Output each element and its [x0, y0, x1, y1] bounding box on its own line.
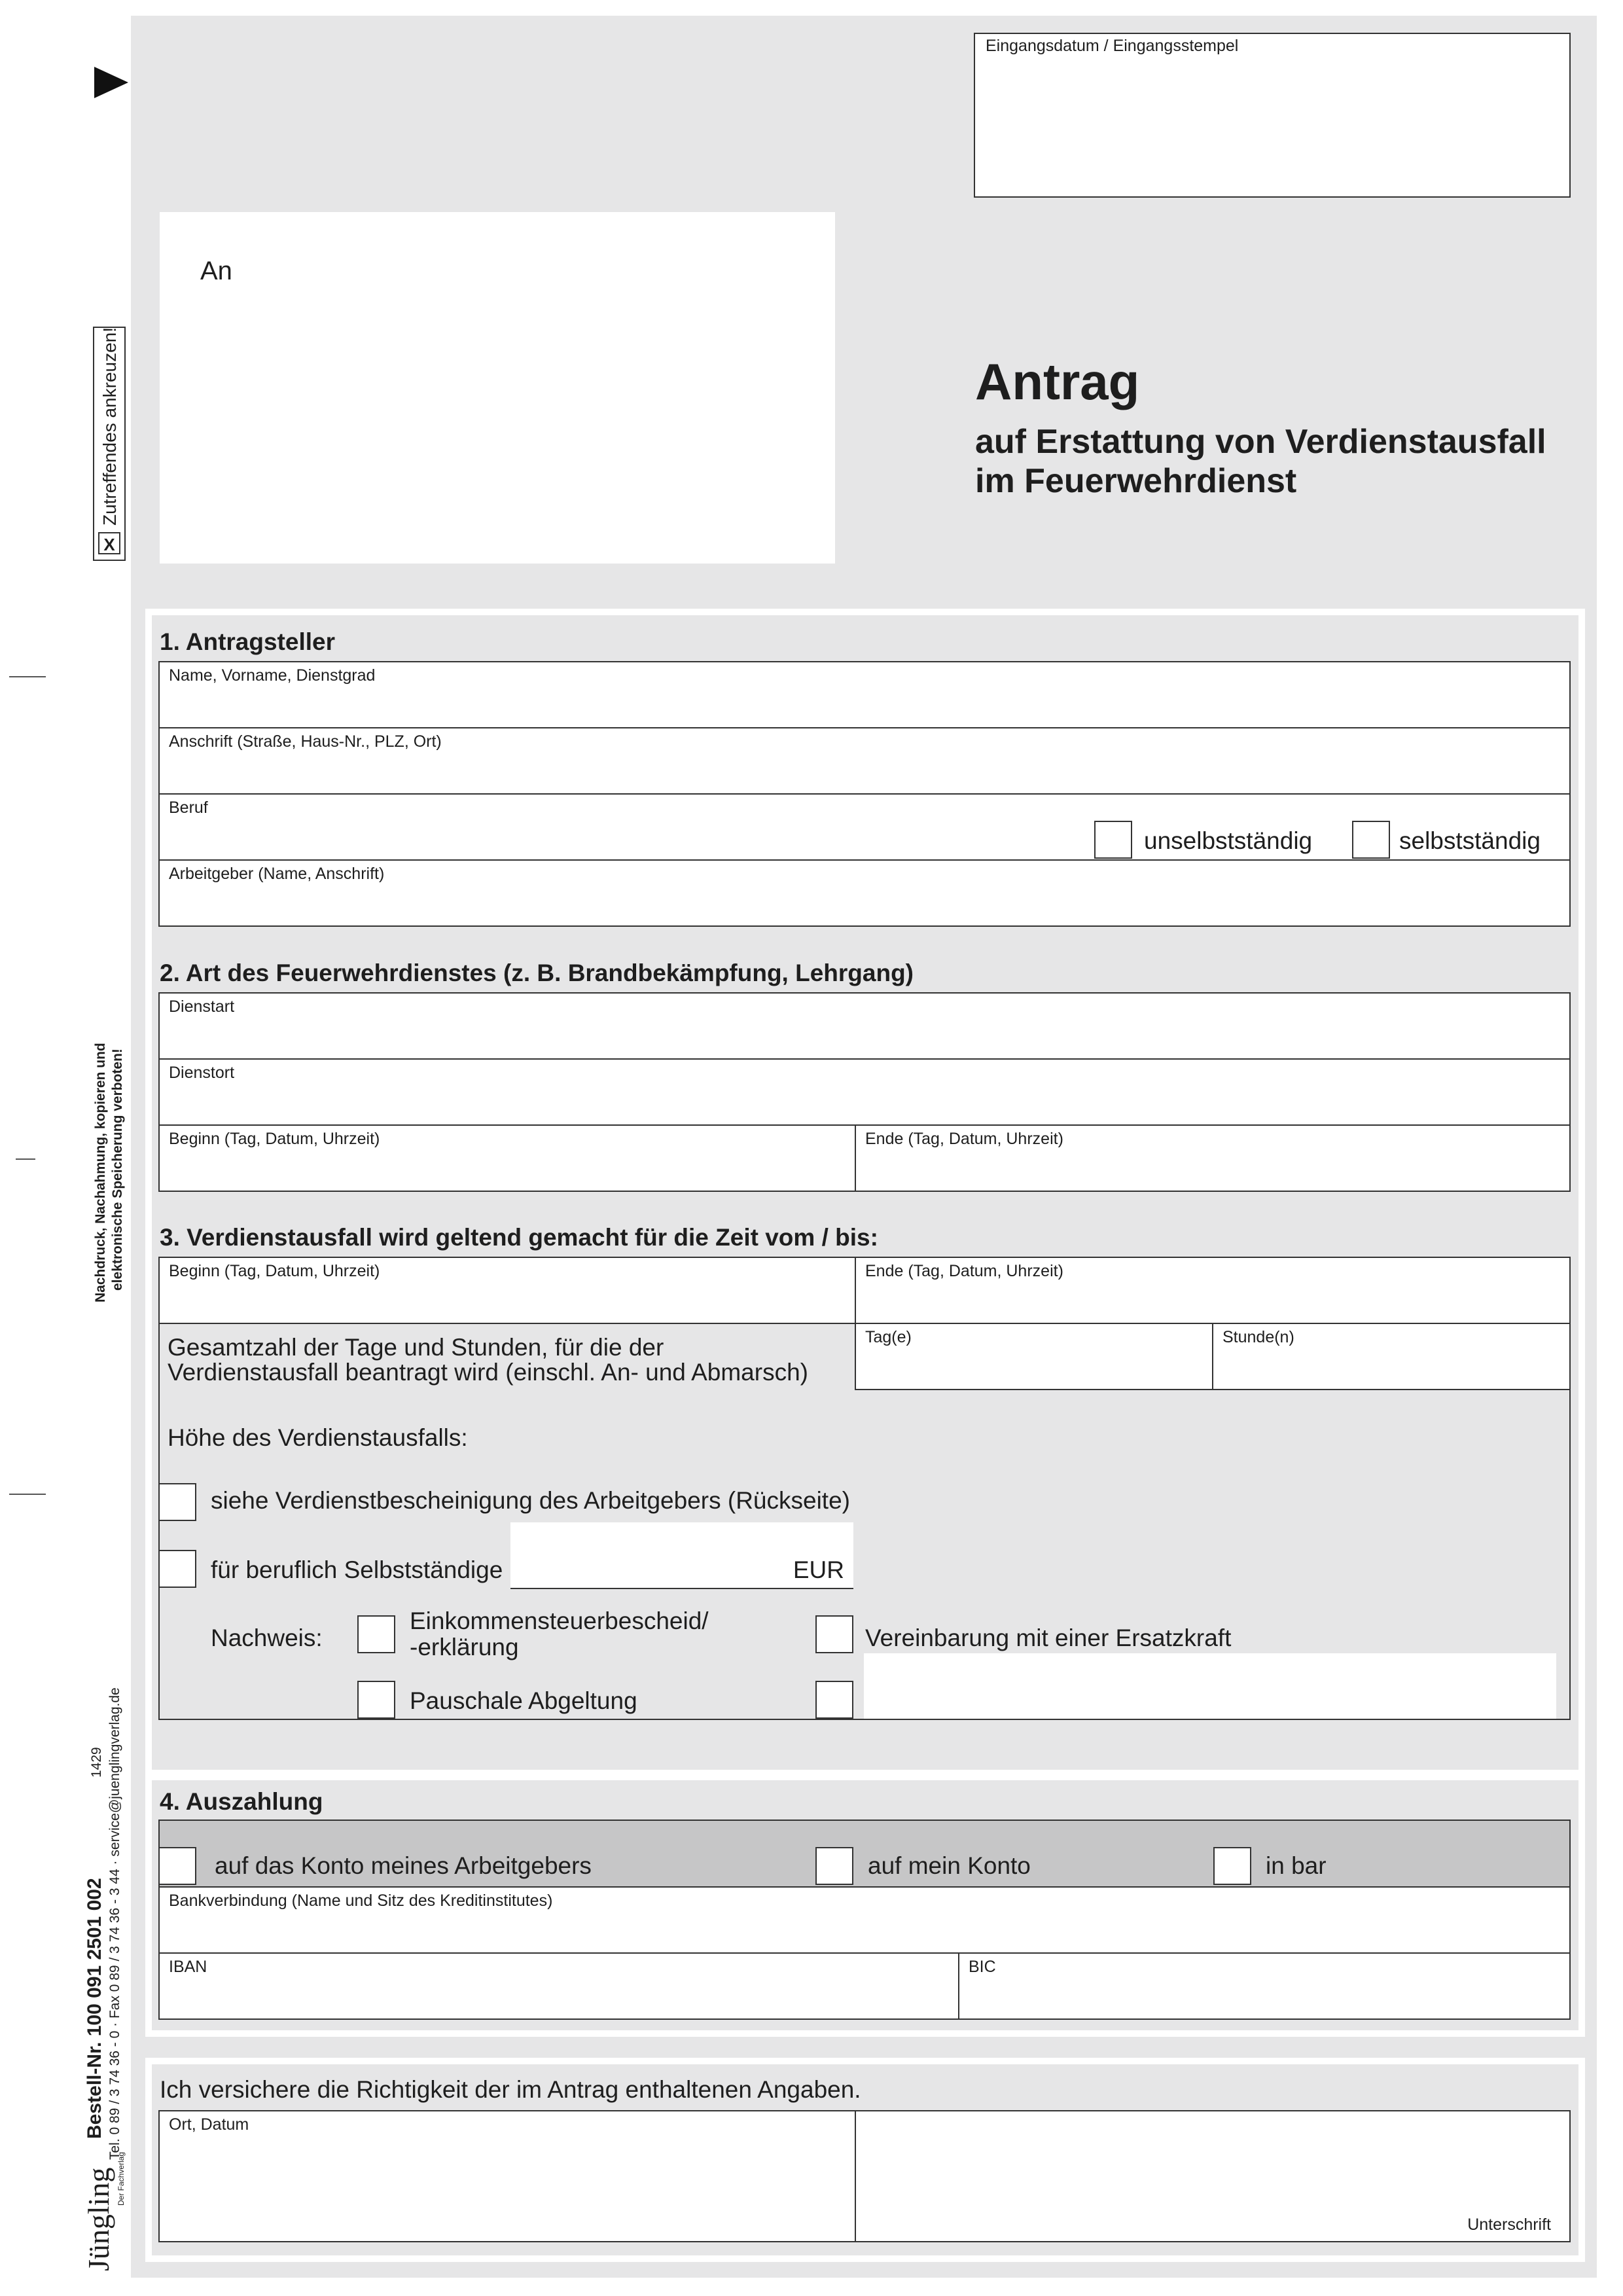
hint-checkbox-sample: X: [98, 532, 120, 554]
selfemployed-amount-label: für beruflich Selbstständige: [211, 1556, 503, 1583]
job-label: Beruf: [169, 798, 208, 817]
employed-checkbox[interactable]: [1094, 821, 1132, 859]
section-2-title: 2. Art des Feuerwehrdienstes (z. B. Brandbekämpfung, Lehrgang): [160, 960, 914, 986]
address-field[interactable]: [158, 727, 1571, 795]
stamp-label: Eingangsdatum / Eingangsstempel: [986, 37, 1239, 55]
publisher-contact: Tel. 0 89 / 3 74 36 - 0 · Fax 0 89 / 3 74 36 - 3 44 · service@juenglingverlag.de: [107, 1687, 122, 2160]
service-place-field[interactable]: [158, 1058, 1571, 1126]
signature-label: Unterschrift: [1467, 2215, 1551, 2234]
employer-field[interactable]: [158, 859, 1571, 927]
job-field[interactable]: [158, 793, 1571, 861]
substitute-checkbox[interactable]: [815, 1615, 853, 1653]
other-proof-checkbox[interactable]: [815, 1681, 853, 1719]
service-place-label: Dienstort: [169, 1064, 235, 1082]
fold-mark: [9, 1494, 46, 1495]
section-4-title: 4. Auszahlung: [160, 1788, 323, 1815]
page-title: Antrag: [975, 353, 1140, 410]
claim-end-label: Ende (Tag, Datum, Uhrzeit): [865, 1262, 1063, 1280]
confirmation-statement: Ich versichere die Richtigkeit der im Antrag enthaltenen Angaben.: [160, 2076, 861, 2103]
publisher-tagline: Der Fachverlag: [116, 2151, 126, 2206]
certificate-checkbox[interactable]: [158, 1483, 196, 1521]
days-field[interactable]: [855, 1323, 1213, 1390]
currency-label: EUR: [793, 1556, 844, 1583]
address-field-label: Anschrift (Straße, Haus-Nr., PLZ, Ort): [169, 732, 442, 751]
iban-label: IBAN: [169, 1958, 207, 1976]
bic-field[interactable]: [958, 1952, 1571, 2020]
stamp-box[interactable]: [974, 33, 1571, 198]
hours-label: Stunde(n): [1222, 1328, 1294, 1346]
employer-label: Arbeitgeber (Name, Anschrift): [169, 865, 385, 883]
service-type-field[interactable]: [158, 992, 1571, 1060]
service-end-label: Ende (Tag, Datum, Uhrzeit): [865, 1130, 1063, 1148]
place-date-label: Ort, Datum: [169, 2115, 249, 2134]
place-date-field[interactable]: [158, 2110, 856, 2242]
amount-heading: Höhe des Verdienstausfalls:: [168, 1424, 468, 1451]
publisher-logo: Jüngling: [82, 2167, 115, 2271]
selfemployed-checkbox[interactable]: [1352, 821, 1390, 859]
hint-text: Zutreffendes ankreuzen!: [99, 327, 120, 526]
substitute-label: Vereinbarung mit einer Ersatzkraft: [865, 1624, 1232, 1651]
total-label-line-1: Gesamtzahl der Tage und Stunden, für die der: [168, 1334, 664, 1361]
address-label: An: [200, 257, 232, 285]
claim-end-field[interactable]: [855, 1257, 1571, 1324]
proof-label: Nachweis:: [211, 1624, 323, 1651]
flat-rate-checkbox[interactable]: [357, 1681, 395, 1719]
service-start-field[interactable]: [158, 1124, 856, 1192]
fold-mark: [9, 676, 46, 677]
tax-proof-label-line-1: Einkommensteuerbescheid/: [410, 1607, 709, 1634]
own-account-label: auf mein Konto: [868, 1852, 1031, 1879]
section-1-title: 1. Antragsteller: [160, 628, 335, 655]
service-end-field[interactable]: [855, 1124, 1571, 1192]
total-label-line-2: Verdienstausfall beantragt wird (einschl. An- und Abmarsch): [168, 1359, 808, 1386]
service-start-label: Beginn (Tag, Datum, Uhrzeit): [169, 1130, 380, 1148]
page-subtitle-line-2: im Feuerwehrdienst: [975, 462, 1297, 500]
employer-account-label: auf das Konto meines Arbeitgebers: [215, 1852, 592, 1879]
service-type-label: Dienstart: [169, 997, 235, 1016]
iban-field[interactable]: [158, 1952, 959, 2020]
page-subtitle-line-1: auf Erstattung von Verdienstausfall: [975, 423, 1546, 461]
selfemployed-label: selbstständig: [1399, 827, 1541, 854]
certificate-option-label: siehe Verdienstbescheinigung des Arbeitgebers (Rückseite): [211, 1487, 850, 1514]
address-window[interactable]: [160, 212, 835, 564]
name-label: Name, Vorname, Dienstgrad: [169, 666, 376, 685]
claim-start-label: Beginn (Tag, Datum, Uhrzeit): [169, 1262, 380, 1280]
hours-field[interactable]: [1212, 1323, 1571, 1390]
form-code: 1429: [89, 1747, 104, 1778]
cash-label: in bar: [1266, 1852, 1327, 1879]
punch-mark: [16, 1158, 35, 1160]
cash-checkbox[interactable]: [1213, 1847, 1251, 1885]
employed-label: unselbstständig: [1144, 827, 1313, 854]
flat-rate-label: Pauschale Abgeltung: [410, 1687, 637, 1714]
fold-arrow-icon: [92, 64, 131, 101]
amount-input[interactable]: [510, 1522, 853, 1589]
claim-start-field[interactable]: [158, 1257, 856, 1324]
copyright-line-2: elektronische Speicherung verboten!: [110, 1049, 125, 1291]
own-account-checkbox[interactable]: [815, 1847, 853, 1885]
bank-label: Bankverbindung (Name und Sitz des Kreditinstitutes): [169, 1892, 553, 1910]
name-field[interactable]: [158, 661, 1571, 728]
tax-proof-label-line-2: -erklärung: [410, 1634, 519, 1660]
payout-options-row: [158, 1820, 1571, 1888]
signature-field[interactable]: [855, 2110, 1571, 2242]
hint-box: [93, 327, 126, 561]
section-3-title: 3. Verdienstausfall wird geltend gemacht für die Zeit vom / bis:: [160, 1224, 878, 1251]
tax-proof-checkbox[interactable]: [357, 1615, 395, 1653]
order-number: Bestell-Nr. 100 091 2501 002: [84, 1878, 105, 2139]
employer-account-checkbox[interactable]: [158, 1847, 196, 1885]
other-proof-input[interactable]: [864, 1653, 1556, 1719]
bank-field[interactable]: [158, 1886, 1571, 1954]
bic-label: BIC: [969, 1958, 996, 1976]
copyright-line-1: Nachdruck, Nachahmung, kopieren und: [93, 1043, 108, 1302]
selfemployed-amount-checkbox[interactable]: [158, 1550, 196, 1588]
days-label: Tag(e): [865, 1328, 912, 1346]
